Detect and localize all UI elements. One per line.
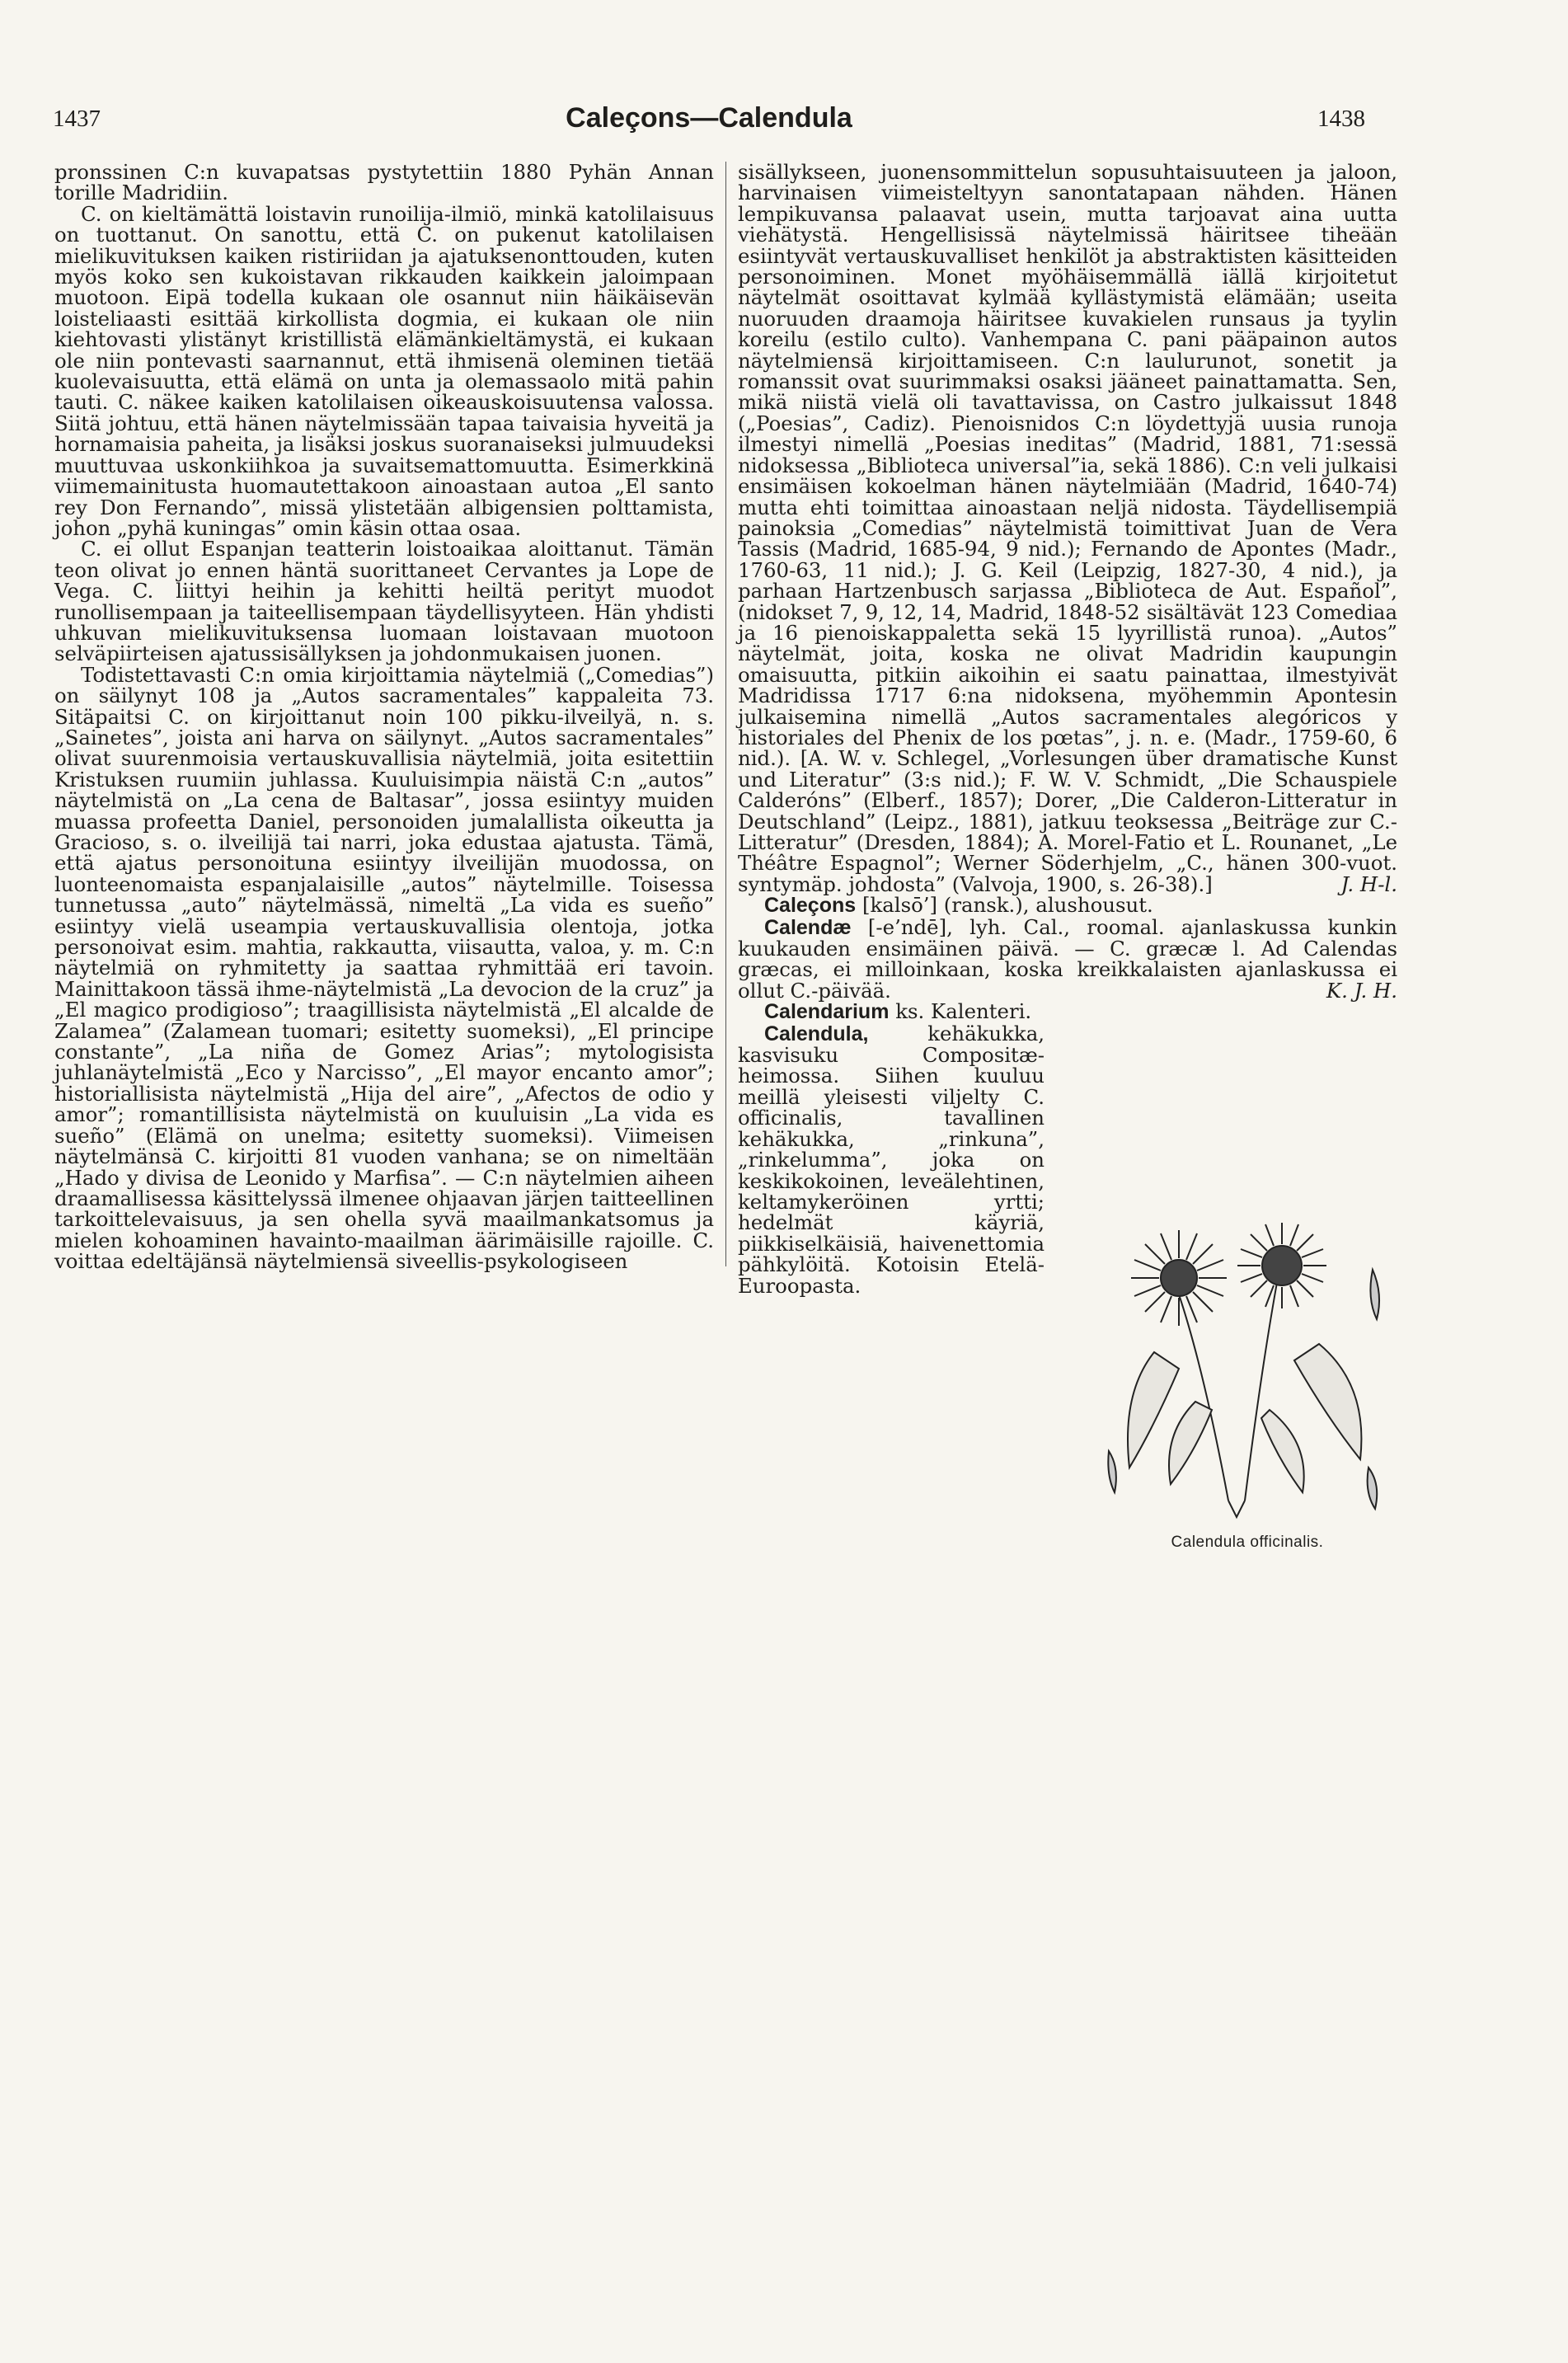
headword: Calendula, [764,1022,869,1045]
column-divider [725,162,726,1266]
entry-text: [-e’ndē], lyh. Cal., roomal. ajanlaskussa kunkin kuukauden ensimäinen päivä. — C. græcæ l. Ad Calendas græcas, ei milloinkaan, koska kreikkalaisten ajanlaskussa ei ollut C.-päivää. [738,914,1397,1003]
left-column [54,162,714,1272]
signature: K. J. H. [1326,978,1397,1003]
page-header [53,102,1365,139]
paragraph [738,162,1397,895]
headword: Caleçons [764,894,857,918]
entry-calendarium [738,1001,1397,1022]
page-number-left: 1437 [53,106,101,132]
entry-text: kehäkukka, kasvisuku Compositæ-heimossa. Siihen kuuluu meillä yleisesti viljelty C. officinalis, tavallinen kehäkukka, „rinkuna”, „rinkelumma”, joka on keskikokoinen, leveälehtinen, keltamykeröinen yrtti; hedelmät käyriä, piikkiselkäisiä, haivenettomia pähkylöitä. Kotoisin Etelä-Euroopasta. [738,1021,1045,1298]
continuation-text: sisällykseen, juonensommittelun sopusuhtaisuuteen ja jaloon, harvinaisen viimeisteltyyn sanontatapaan nähden. Hänen lempikuvansa palaavat usein, mutta tarjoavat aina uutta viehätystä. Hengellisissä näytelmissä häiritsee tiheään esiintyvät vertauskuvalliset henkilöt ja abstraktisten käsitteiden personoiminen. Monet myöhäisemmällä iällä kirjoitetut näytelmät osoittavat kylmää kyllästymistä elämään; useita nuoruuden draamoja häiritsee kuvakielen runsaus ja tyylin koreilu (estilo culto). Vanhempana C. pani pääpainon autos näytelmiensä kirjoittamiseen. C:n laulurunot, sonetit ja romanssit ovat suurimmaksi osaksi jääneet painattamatta. Sen, mikä niistä vielä oli tavattavissa, on Castro julkaissut 1848 („Poesias”, Cadiz). Pienoisnidos C:n löydettyjä uusia runoja ilmestyi nimellä „Poesias ineditas” (Madrid, 1881, 71:sessä nidoksessa „Biblioteca universal”ia, sekä 1886). C:n veli julkaisi ensimäisen kokoelman hänen näytelmiään (Madrid, 1640-74) mutta ehti toimittaa ainoastaan neljä nidosta. Täydellisempiä painoksia „Comedias” näytelmistä toimittivat Juan de Vera Tassis (Madrid, 1685-94, 9 nid.); Fernando de Apontes (Madr., 1760-63, 11 nid.); J. G. Keil (Leipzig, 1827-30, 4 nid.), ja parhaan Hartzenbusch sarjassa „Biblioteca de Aut. Español”, (nidokset 7, 9, 12, 14, Madrid, 1848-52 sisältävät 123 Comediaa ja 16 pienoiskappaletta sekä 15 lyyrillistä runoa). „Autos” näytelmät, joita, koska ne olivat Madridin kaupungin omaisuutta, pitkiin aikoihin ei saatu painattaa, ilmestyivät Madridissa 1717 6:na nidoksena, myöhemmin Apontesin julkaisemina nimellä „Autos sacramentales alegóricos y historiales del Phenix de los pœtas”, j. n. e. (Madr., 1759-60, 6 nid.). [A. W. v. Schlegel, „Vorlesungen über dramatische Kunst und Literatur” (3:s nid.); F. W. V. Schmidt, „Die Schauspiele Calderóns” (Elberf., 1857); Dorer, „Die Calderon-Litteratur in Deutschland” (Leipz., 1881), jatkuu teoksessa „Beiträge zur C.-Litteratur” (Dresden, 1884); A. Morel-Fatio et L. Rounanet, „Le Théâtre Espagnol”; Werner Söderhjelm, „C., hänen 300-vuot. syntymäp. johdosta” (Valvoja, 1900, s. 26-38).] [738,160,1397,896]
paragraph: pronssinen C:n kuvapatsas pystytettiin 1880 Pyhän Annan torille Madridiin. [54,160,714,205]
figure-caption: Calendula officinalis. [1171,1534,1324,1551]
paragraph: C. on kieltämättä loistavin runoilija-ilmiö, minkä katolilaisuus on tuottanut. On sanottu, että C. on pukenut katolilaisen mielikuvituksen kaiken ristiriidan ja ajatuksenonttouden, kuten myös koko sen kukoistavan rikkauden kaikkein jaloimpaan muotoon. Eipä todella kukaan ole osannut niin häikäisevän loisteliaasti esittää kirkollista dogmia, ei kukaan ole niin kiehtovasti ylistänyt kristillistä elämänkieltämystä, ei kukaan ole niin pontevasti saarnannut, että ihmisenä oleminen tietää kuolevaisuutta, että elämä on unta ja olemassaolo mitä pahin tauti. C. näkee kaiken katolilaisen oikeauskoisuutensa valossa. Siitä johtuu, että hänen näytelmissään tapaa taivaisia hyveitä ja hornamaisia paheita, ja lisäksi joskus suoranaiseksi julmuudeksi muuttuvaa uskonkiihkoa ja suvaitsemattomuutta. Esimerkkinä viimemainitusta huomautettakoon ainoastaan autoa „El santo rey Don Fernando”, missä ylistetään albigensien polttamista, johon „pyhä kuningas” omin käsin ottaa osaa. [54,201,714,540]
signature: J. H-l. [1340,871,1397,896]
entry-text: ks. Kalenteri. [895,999,1032,1024]
right-column [738,162,1397,1296]
entry-calendula [738,1023,1045,1296]
entry-calendae [738,914,1397,1003]
calendula-flower-illustration [1105,1220,1390,1527]
calendula-flower-icon [1105,1220,1390,1527]
paragraph: Todistettavasti C:n omia kirjoittamia näytelmiä („Comedias”) on säilynyt 108 ja „Autos sacramentales” kappaleita 73. Sitäpaitsi C. on kirjoittanut noin 100 pikku-ilveilyä, n. s. „Sainetes”, joista ani harva on säilynyt. „Autos sacramentales” olivat suurenmoisia vertauskuvallisia näytelmiä, joita esitettiin Kristuksen ruumiin juhlassa. Kuuluisimpia näistä C:n „autos” näytelmistä on „La cena de Baltasar”, jossa esiintyy muiden muassa profeetta Daniel, personoiden jumalallista oikeutta ja Gracioso, s. o. ilveilijä tai narri, joka edustaa ajatusta. Tämä, että ajatus personoituna esiintyy ilveilijän muodossa, on luonteenomaista espanjalaisille „autos” näytelmille. Toisessa tunnetussa „auto” näytelmässä, nimeltä „La vida es sueño” esiintyy vielä useampia vertauskuvallisia olentoja, jotka personoivat esim. mahtia, rakkautta, viisautta, valoa, y. m. C:n näytelmiä on ryhmitetty ja saattaa ryhmittää eri tavoin. Mainittakoon tässä ihme-näytelmistä „La devocion de la cruz” ja „El magico prodigioso”; traagillisista näytelmistä „El alcalde de Zalamea” (Zalamean tuomari; esitetty suomeksi), „El principe constante”, „La niña de Gomez Arias”; mytologisista juhlanäytelmistä „Eco y Narcisso”, „El mayor encanto amor”; historiallisista näytelmistä „Hija del aire”, „Afectos de odio y amor”; romantillisista näytelmistä on kuuluisin „La vida es sueño” (Elämä on unelma; esitetty suomeksi). Viimeisen näytelmänsä C. kirjoitti 81 vuoden vanhana; se on nimeltään „Hado y divisa de Leonido y Marfisa”. — C:n näytelmien aiheen draamallisessa käsittelyssä ilmenee ohjaavan järjen taitteellinen tarkoittelevaisuus, ja sen ohella syvä maailmankatsomus ja mielen kohoaminen havainto-maailman äärimäisille rajoille. C. voittaa edeltäjänsä näytelmiensä siveellis-psykologiseen [54,662,714,1274]
entry-text: [kalsō’] (ransk.), alushousut. [861,893,1153,918]
paragraph: C. ei ollut Espanjan teatterin loistoaikaa aloittanut. Tämän teon olivat jo ennen häntä suorittaneet Cervantes ja Lope de Vega. C. liittyi heihin ja kehitti heiltä perityt muodot runollisempaan ja taiteellisempaan täydellisyyteen. Hän yhdisti uhkuvan mielikuvituksensa luomaan loistavaan muotoon selväpiirteisen ajatussisällyksen ja johdonmukaisen juonen. [54,537,714,666]
headword: Calendarium [764,1000,890,1024]
page-number-right: 1438 [1317,106,1365,132]
running-title: Caleçons—Calendula [566,102,852,134]
headword: Calendæ [764,915,852,939]
entry-caleçons [738,895,1397,916]
